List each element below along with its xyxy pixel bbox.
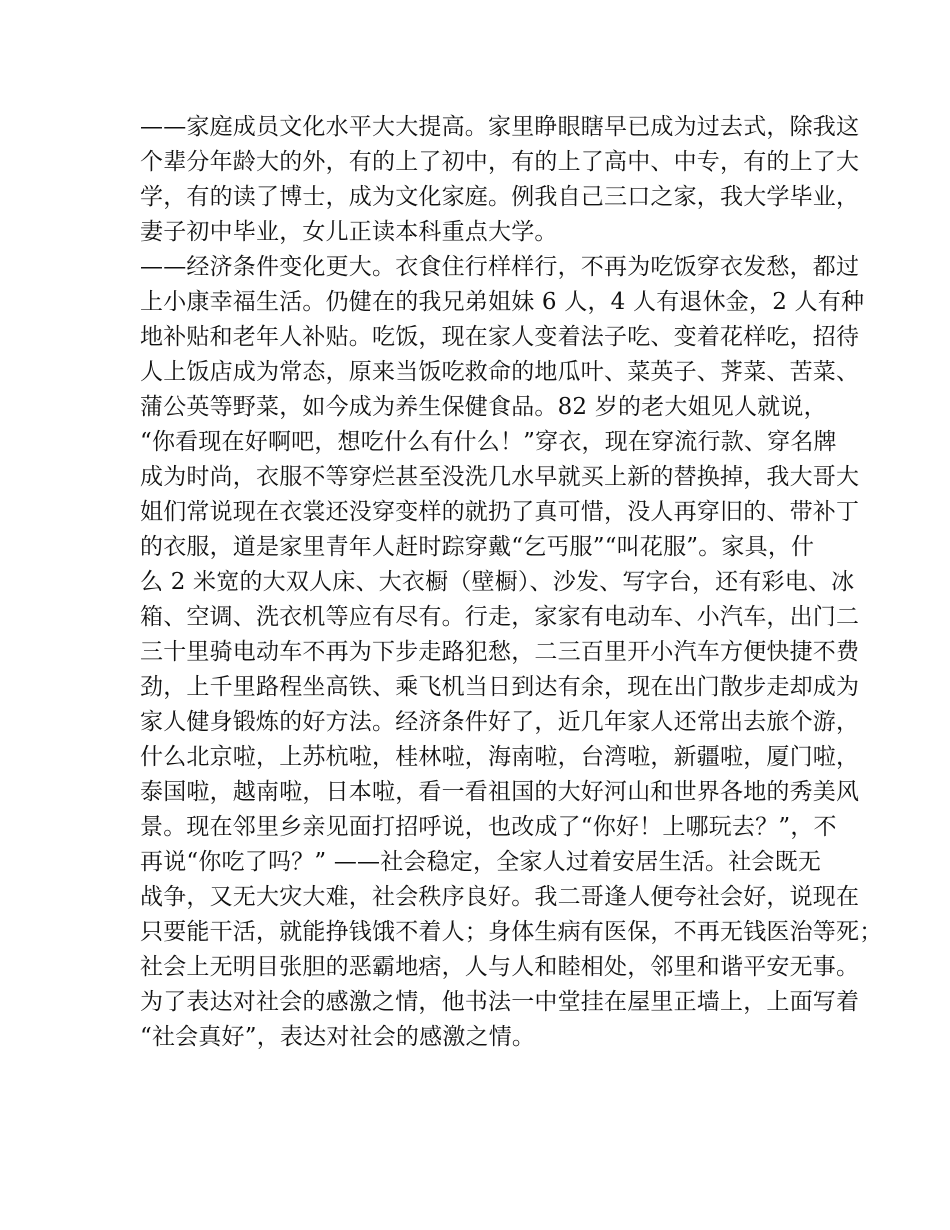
text-line: 蒲公英等野菜，如今成为养生保健食品。82 岁的老大姐见人就说， bbox=[140, 394, 827, 420]
text-line: 成为时尚，衣服不等穿烂甚至没洗几水早就买上新的替换掉，我大哥大 bbox=[140, 464, 860, 490]
text-line: 三十里骑电动车不再为下步走路犯愁，二三百里开小汽车方便快捷不费 bbox=[140, 639, 860, 665]
text-line: 什么北京啦，上苏杭啦，桂林啦，海南啦，台湾啦，新疆啦，厦门啦， bbox=[140, 744, 860, 770]
text-line: “你看现在好啊吧，想吃什么有什么！”穿衣，现在穿流行款、穿名牌 bbox=[140, 429, 837, 455]
text-line: 泰国啦，越南啦，日本啦，看一看祖国的大好河山和世界各地的秀美风 bbox=[140, 779, 860, 805]
text-line: 地补贴和老年人补贴。吃饭，现在家人变着法子吃、变着花样吃，招待 bbox=[140, 324, 860, 350]
text-line: 妻子初中毕业，女儿正读本科重点大学。 bbox=[140, 219, 558, 245]
text-line: 景。现在邻里乡亲见面打招呼说，也改成了“你好！上哪玩去？”，不 bbox=[140, 814, 837, 840]
text-line: ——经济条件变化更大。衣食住行样样行，不再为吃饭穿衣发愁，都过 bbox=[140, 254, 860, 280]
text-line: 劲，上千里路程坐高铁、乘飞机当日到达有余，现在出门散步走却成为 bbox=[140, 674, 860, 700]
text-line: 么 2 米宽的大双人床、大衣橱（壁橱）、沙发、写字台，还有彩电、冰 bbox=[140, 569, 855, 595]
text-line: 只要能干活，就能挣钱饿不着人；身体生病有医保，不再无钱医治等死； bbox=[140, 919, 883, 945]
text-line: ——家庭成员文化水平大大提高。家里睁眼瞎早已成为过去式，除我这 bbox=[140, 114, 860, 140]
text-line: 的衣服，道是家里青年人赶时踪穿戴“乞丐服”“叫花服”。家具，什 bbox=[140, 534, 815, 560]
text-line: 箱、空调、洗衣机等应有尽有。行走，家家有电动车、小汽车，出门二 bbox=[140, 604, 860, 630]
text-line: 家人健身锻炼的好方法。经济条件好了，近几年家人还常出去旅个游， bbox=[140, 709, 860, 735]
text-line: 个辈分年龄大的外，有的上了初中，有的上了高中、中专，有的上了大 bbox=[140, 149, 860, 175]
text-line: 战争，又无大灾大难，社会秩序良好。我二哥逢人便夸社会好，说现在 bbox=[140, 884, 860, 910]
text-line: 再说“你吃了吗？” ——社会稳定，全家人过着安居生活。社会既无 bbox=[140, 849, 822, 875]
text-line: 为了表达对社会的感激之情，他书法一中堂挂在屋里正墙上，上面写着 bbox=[140, 989, 860, 1015]
text-line: 上小康幸福生活。仍健在的我兄弟姐妹 6 人，4 人有退休金，2 人有种 bbox=[140, 289, 865, 315]
article-body bbox=[140, 110, 883, 1055]
text-line: “社会真好”，表达对社会的感激之情。 bbox=[140, 1024, 536, 1050]
text-line: 人上饭店成为常态，原来当饭吃救命的地瓜叶、菜英子、荠菜、苦菜、 bbox=[140, 359, 860, 385]
text-line: 学，有的读了博士，成为文化家庭。例我自己三口之家，我大学毕业， bbox=[140, 184, 860, 210]
text-line: 社会上无明目张胆的恶霸地痞，人与人和睦相处，邻里和谐平安无事。 bbox=[140, 954, 860, 980]
text-line: 姐们常说现在衣裳还没穿变样的就扔了真可惜，没人再穿旧的、带补丁 bbox=[140, 499, 860, 525]
